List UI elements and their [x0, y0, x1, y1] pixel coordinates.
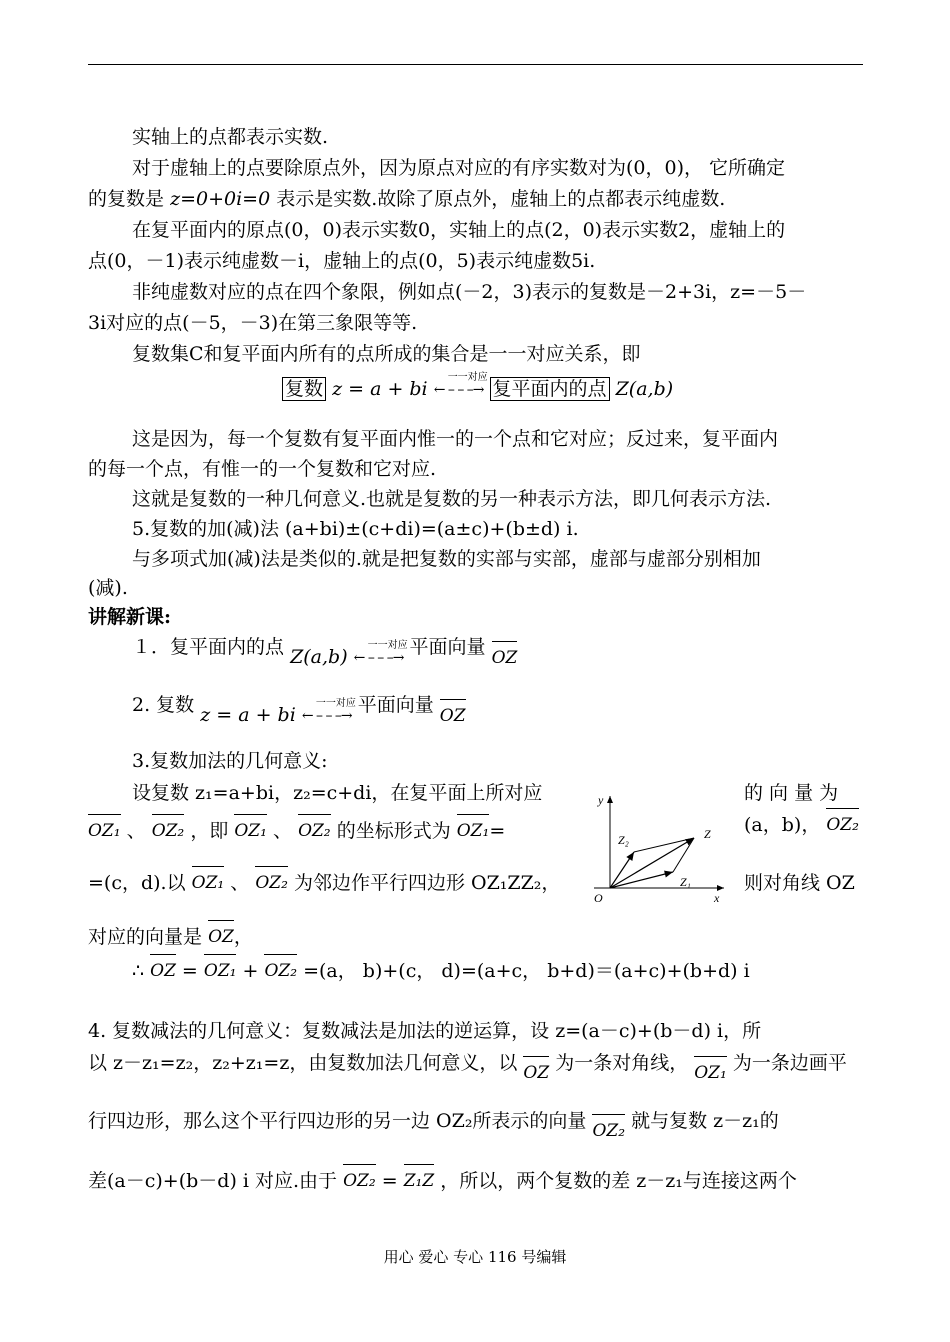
item-3-line: 对应的向量是 OZ，	[88, 924, 868, 950]
item-2: 2. 复数 z = a + bi ← – – –→ 一一对应 平面向量 OZ	[132, 692, 912, 719]
vector-oz1: OZ₁	[694, 1060, 727, 1086]
vector-oz1: OZ₁	[234, 818, 267, 844]
vector-oz: OZ	[208, 924, 234, 950]
paragraph-line: 这就是复数的一种几何意义.也就是复数的另一种表示方法，即几何表示方法.	[132, 488, 772, 510]
item-3-line: OZ₁ 、 OZ₂ ，即 OZ₁ 、 OZ₂ 的坐标形式为 OZ₁=	[88, 818, 868, 844]
parallelogram-edge	[634, 838, 694, 852]
item-3-line: 设复数 z₁=a+bi，z₂=c+di，在复平面上所对应	[132, 782, 543, 804]
section-heading: 讲解新课:	[88, 606, 172, 628]
z-label: Z	[704, 827, 711, 841]
formula-left-expr: z = a + bi	[332, 378, 428, 400]
item-1: １．复平面内的点 Z(a,b) ← – – –→ 一一对应 平面向量 OZ	[132, 634, 912, 661]
paragraph-line: 5.复数的加(减)法 (a+bi)±(c+di)=(a±c)+(b±d) i.	[132, 518, 579, 540]
paragraph-line: 与多项式加(减)法是类似的.就是把复数的实部与实部，虚部与虚部分别相加	[132, 548, 761, 570]
vector-oz: OZ	[440, 703, 466, 729]
item-4-line: 行四边形，那么这个平行四边形的另一边 OZ₂所表示的向量 OZ₂ 就与复数 z－z₁的	[88, 1108, 868, 1134]
vector-oz1: OZ₁	[192, 870, 225, 896]
item-3-line: 的 向 量 为	[744, 782, 839, 804]
vector-oz: OZ	[523, 1060, 549, 1086]
paragraph-line: 这是因为，每一个复数有复平面内惟一的一个点和它对应；反过来，复平面内	[132, 428, 779, 450]
paragraph-line: 对于虚轴上的点要除原点外，因为原点对应的有序实数对为(0，0)， 它所确定	[132, 157, 786, 179]
paragraph-line: 非纯虚数对应的点在四个象限，例如点(－2，3)表示的复数是－2+3i，z=－5－	[132, 281, 807, 303]
correspondence-formula	[282, 372, 950, 403]
item-3-sum: ∴ OZ = OZ₁ + OZ₂ =(a， b)+(c， d)=(a+c， b+d)＝(a+c)+(b+d) i	[132, 958, 912, 984]
paragraph-line: 的每一个点，有惟一的一个复数和它对应.	[88, 458, 437, 480]
vector-oz2: OZ₂	[592, 1118, 625, 1144]
double-arrow-icon: ← – – –→ 一一对应	[301, 698, 356, 724]
paragraph-line: 的复数是 z=0+0i=0 表示是实数.故除了原点外，虚轴上的点都表示纯虚数.	[88, 188, 726, 210]
header-rule	[88, 64, 863, 65]
formula-right-box: 复平面内的点	[490, 377, 610, 401]
vector-oz: OZ	[150, 958, 176, 984]
paragraph-line: 复数集C和复平面内所有的点所成的集合是一一对应关系，即	[132, 343, 641, 365]
item-4-line: 4. 复数减法的几何意义：复数减法是加法的逆运算，设 z=(a－c)+(b－d) i，所	[88, 1020, 762, 1042]
paragraph-line: 在复平面内的原点(0，0)表示实数0，实轴上的点(2，0)表示实数2，虚轴上的	[132, 219, 786, 241]
paragraph-line: 实轴上的点都表示实数.	[132, 126, 329, 148]
vector-oz1: OZ₁	[457, 818, 490, 844]
double-arrow-icon: ← – – –→ 一一对应	[433, 372, 488, 398]
vector-oz2: OZ₂	[826, 812, 859, 838]
item-3-line: (a，b)， OZ₂	[744, 812, 950, 838]
item-3-line: 则对角线 OZ	[744, 872, 855, 894]
y-label: y	[598, 793, 604, 807]
item-4-line: 以 z－z₁=z₂，z₂+z₁=z，由复数加法几何意义，以 OZ 为一条对角线， OZ₁ 为一条边画平	[88, 1050, 868, 1076]
vector-oz2: OZ₂	[152, 818, 185, 844]
double-arrow-icon: ← – – –→ 一一对应	[353, 640, 408, 666]
z1-label: Z₁	[680, 875, 691, 889]
parallelogram-edge	[673, 838, 694, 872]
formula-right-expr: Z(a,b)	[615, 378, 674, 400]
vector-oz2: OZ₂	[343, 1168, 376, 1194]
vector-oz2: OZ₂	[298, 818, 331, 844]
parallelogram-diagram	[574, 790, 729, 906]
vector-oz2: OZ₂	[264, 958, 297, 984]
paragraph-line: 点(0，－1)表示纯虚数－i，虚轴上的点(0，5)表示纯虚数5i.	[88, 250, 596, 272]
item-3-title: 3.复数加法的几何意义:	[132, 750, 328, 772]
item-3-line: =(c，d).以 OZ₁ 、 OZ₂ 为邻边作平行四边形 OZ₁ZZ₂，	[88, 870, 868, 896]
vector-oz1: OZ₁	[204, 958, 237, 984]
vector-oz1: OZ₁	[88, 818, 121, 844]
origin-label: O	[594, 891, 603, 905]
formula-left-box: 复数	[282, 377, 326, 401]
item-4-line: 差(a－c)+(b－d) i 对应.由于 OZ₂ = Z₁Z ，所以，两个复数的差 z－z₁与连接这两个	[88, 1168, 868, 1194]
x-label: x	[714, 891, 720, 905]
vector-oz2: OZ₂	[255, 870, 288, 896]
vector-oz: OZ	[492, 645, 518, 671]
z2-label: Z₂	[618, 833, 629, 847]
page-footer: 用心 爱心 专心 116 号编辑	[383, 1248, 567, 1266]
vector-z1z: Z₁Z	[404, 1168, 434, 1194]
paragraph-line: 3i对应的点(－5，－3)在第三象限等等.	[88, 312, 418, 334]
paragraph-line: (减).	[88, 577, 128, 599]
